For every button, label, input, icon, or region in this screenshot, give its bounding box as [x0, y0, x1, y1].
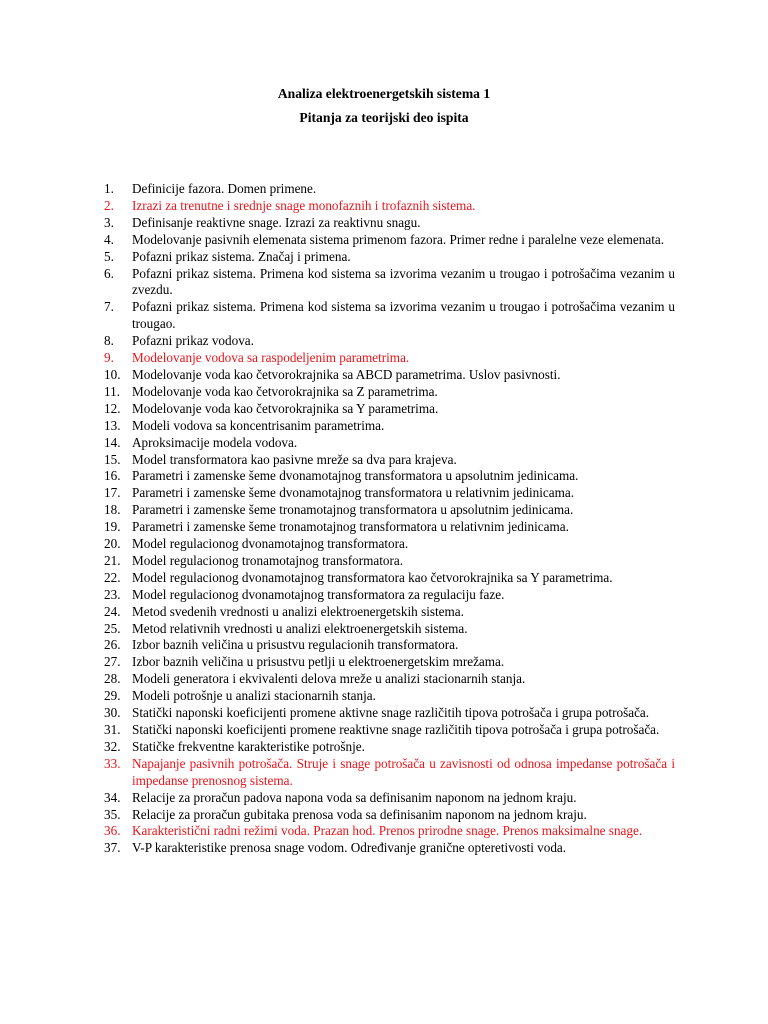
list-item	[0, 519, 768, 536]
list-item	[0, 299, 768, 333]
list-item	[0, 502, 768, 519]
list-item-text: Modelovanje voda kao četvorokrajnika sa Z parametrima.	[132, 383, 438, 399]
list-item-text: Relacije za proračun gubitaka prenosa voda sa definisanim naponom na jednom kraju.	[132, 806, 587, 822]
list-item	[0, 418, 768, 435]
list-item	[0, 807, 768, 824]
list-item-number: 22.	[104, 569, 121, 585]
list-item-text: Modelovanje pasivnih elemenata sistema primenom fazora. Primer redne i paralelne veze elemenata.	[132, 231, 665, 247]
list-item	[0, 181, 768, 198]
list-item-text: Izbor baznih veličina u prisustvu regulacionih transformatora.	[132, 637, 459, 653]
list-item-number: 11.	[104, 383, 120, 399]
list-item-number: 13.	[104, 417, 121, 433]
list-item-text: Definisanje reaktivne snage. Izrazi za reaktivnu snagu.	[132, 214, 421, 230]
list-item-text: Statički naponski koeficijenti promene reaktivne snage različitih tipova potrošača i grupa potrošača.	[132, 722, 660, 737]
list-item-text: Pofazni prikaz sistema. Primena kod sistema sa izvorima vezanim u trougao i potrošačima vezanim u zvezdu.	[132, 265, 675, 298]
list-item	[0, 249, 768, 266]
list-item-text: Parametri i zamenske šeme dvonamotajnog transformatora u relativnim jedinicama.	[132, 485, 574, 501]
list-item-number: 32.	[104, 738, 121, 754]
list-item-text: Metod relativnih vrednosti u analizi elektroenergetskih sistema.	[132, 620, 468, 636]
list-item-text: Parametri i zamenske šeme tronamotajnog transformatora u relativnim jedinicama.	[132, 519, 569, 535]
list-item	[0, 756, 768, 790]
list-item-number: 3.	[104, 214, 114, 230]
list-item	[0, 485, 768, 502]
list-item-number: 8.	[104, 333, 114, 349]
list-item-text: Statičke frekventne karakteristike potrošnje.	[132, 738, 365, 754]
list-item	[0, 739, 768, 756]
list-item-number: 1.	[104, 181, 114, 196]
list-item-number: 16.	[104, 468, 121, 484]
list-item	[0, 553, 768, 570]
list-item-number: 5.	[104, 248, 114, 264]
list-item-text: Model regulacionog dvonamotajnog transformatora.	[132, 536, 409, 552]
list-item-text: Modelovanje voda kao četvorokrajnika sa Y parametrima.	[132, 400, 439, 416]
list-item-text: Karakteristični radni režimi voda. Prazan hod. Prenos prirodne snage. Prenos maksimalne snage.	[132, 823, 643, 839]
list-item-number: 33.	[104, 755, 121, 771]
list-item	[0, 722, 768, 739]
list-item	[0, 823, 768, 840]
list-item-number: 12.	[104, 400, 121, 416]
list-item-text: Modelovanje voda kao četvorokrajnika sa ABCD parametrima. Uslov pasivnosti.	[132, 366, 561, 382]
list-item	[0, 790, 768, 807]
list-item-number: 7.	[104, 299, 114, 315]
list-item	[0, 215, 768, 232]
list-item-number: 31.	[104, 722, 121, 737]
list-item-text: Metod svedenih vrednosti u analizi elektroenergetskih sistema.	[132, 603, 464, 619]
list-item-number: 34.	[104, 789, 121, 805]
list-item-number: 15.	[104, 451, 121, 467]
list-item-text: Modeli potrošnje u analizi stacionarnih stanja.	[132, 688, 376, 704]
list-item-number: 14.	[104, 434, 121, 450]
list-item-number: 28.	[104, 671, 121, 687]
list-item-text: Modeli vodova sa koncentrisanim parametrima.	[132, 417, 385, 433]
list-item	[0, 468, 768, 485]
list-item	[0, 705, 768, 722]
list-item-number: 21.	[104, 552, 121, 568]
list-item	[0, 435, 768, 452]
list-item-text: Model regulacionog tronamotajnog transformatora.	[132, 552, 403, 568]
list-item	[0, 637, 768, 654]
list-item-text: Modeli generatora i ekvivalenti delova mreže u analizi stacionarnih stanja.	[132, 671, 526, 687]
list-item-text: Pofazni prikaz sistema. Primena kod sistema sa izvorima vezanim u trougao i potrošačima vezanim u trougao.	[132, 299, 675, 332]
list-item	[0, 671, 768, 688]
list-item-number: 10.	[104, 366, 121, 382]
list-item	[0, 401, 768, 418]
list-item-text: Model transformatora kao pasivne mreže sa dva para krajeva.	[132, 451, 457, 467]
list-item-number: 4.	[104, 231, 114, 247]
list-item-text: Izrazi za trenutne i srednje snage monofaznih i trofaznih sistema.	[132, 197, 476, 213]
list-item-text: Pofazni prikaz vodova.	[132, 333, 254, 349]
list-item	[0, 232, 768, 249]
list-item-number: 19.	[104, 519, 121, 535]
list-item	[0, 654, 768, 671]
list-item-number: 18.	[104, 502, 121, 518]
list-item-text: Napajanje pasivnih potrošača. Struje i snage potrošača u zavisnosti od odnosa impedanse potrošača i impedanse prenosnog sistema.	[132, 755, 675, 788]
list-item-number: 20.	[104, 536, 121, 552]
list-item-text: Pofazni prikaz sistema. Značaj i primena.	[132, 248, 351, 264]
list-item	[0, 621, 768, 638]
list-item-number: 2.	[104, 197, 114, 213]
list-item-text: Aproksimacije modela vodova.	[132, 434, 298, 450]
list-item	[0, 384, 768, 401]
list-item-text: Modelovanje vodova sa raspodeljenim parametrima.	[132, 350, 410, 366]
list-item-text: Parametri i zamenske šeme tronamotajnog transformatora u apsolutnim jedinicama.	[132, 502, 574, 518]
list-item-text: Izbor baznih veličina u prisustvu petlji u elektroenergetskim mrežama.	[132, 654, 505, 670]
list-item-number: 30.	[104, 705, 121, 721]
list-item	[0, 333, 768, 350]
list-item-number: 26.	[104, 637, 121, 653]
list-item-number: 27.	[104, 654, 121, 670]
list-item-number: 25.	[104, 620, 121, 636]
document-title: Analiza elektroenergetskih sistema 1	[277, 86, 491, 101]
list-item	[0, 198, 768, 215]
list-item-text: Definicije fazora. Domen primene.	[132, 181, 317, 196]
list-item	[0, 452, 768, 469]
list-item	[0, 570, 768, 587]
list-item-text: Statički naponski koeficijenti promene aktivne snage različitih tipova potrošača i grupa potrošača.	[132, 705, 650, 721]
list-item-number: 6.	[104, 265, 114, 281]
list-item-text: Model regulacionog dvonamotajnog transformatora kao četvorokrajnika sa Y parametrima.	[132, 569, 613, 585]
list-item	[0, 604, 768, 621]
list-item	[0, 350, 768, 367]
list-item-number: 9.	[104, 350, 114, 366]
list-item-number: 23.	[104, 586, 121, 602]
question-list	[0, 181, 768, 857]
list-item-number: 37.	[104, 840, 121, 856]
list-item-number: 29.	[104, 688, 121, 704]
list-item	[0, 367, 768, 384]
list-item-number: 17.	[104, 485, 121, 501]
list-item	[0, 688, 768, 705]
list-item-number: 24.	[104, 603, 121, 619]
list-item-text: V-P karakteristike prenosa snage vodom. Određivanje granične opteretivosti voda.	[132, 840, 567, 856]
list-item	[0, 840, 768, 857]
document-subtitle: Pitanja za teorijski deo ispita	[299, 110, 469, 125]
list-item-number: 35.	[104, 806, 121, 822]
list-item-text: Model regulacionog dvonamotajnog transformatora za regulaciju faze.	[132, 586, 505, 602]
list-item-text: Parametri i zamenske šeme dvonamotajnog transformatora u apsolutnim jedinicama.	[132, 468, 579, 484]
list-item	[0, 266, 768, 300]
list-item	[0, 587, 768, 604]
list-item-number: 36.	[104, 823, 121, 839]
list-item-text: Relacije za proračun padova napona voda sa definisanim naponom na jednom kraju.	[132, 789, 577, 805]
list-item	[0, 536, 768, 553]
